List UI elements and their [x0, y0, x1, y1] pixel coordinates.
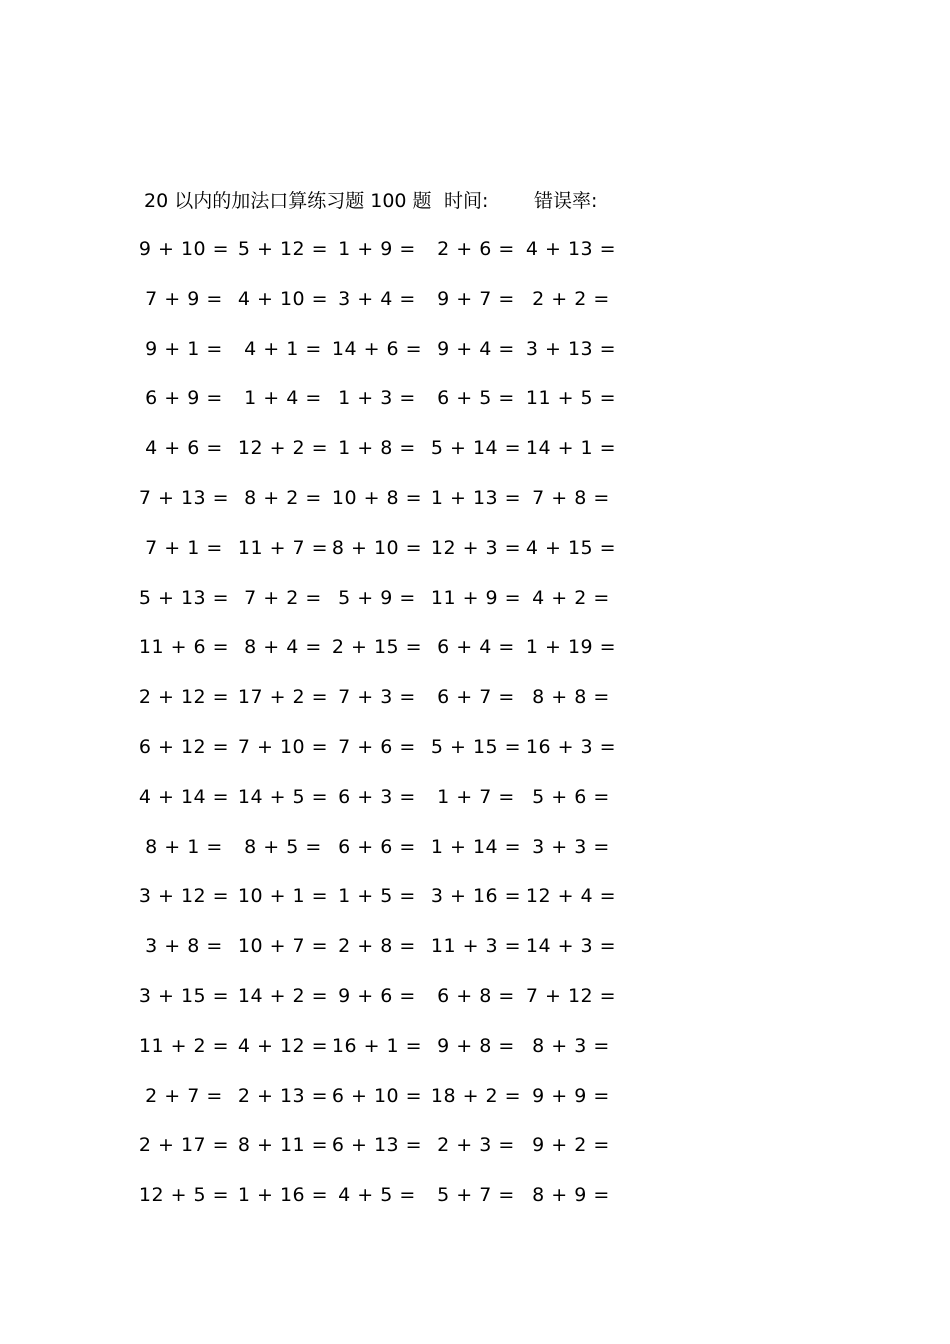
- arithmetic-problem: 6 + 10 =: [331, 1084, 423, 1107]
- arithmetic-problem: 9 + 6 =: [338, 985, 416, 1007]
- arithmetic-problem: 1 + 5 =: [338, 885, 416, 908]
- arithmetic-problem: 4 + 13 =: [525, 238, 617, 260]
- arithmetic-problem: 9 + 4 =: [437, 337, 515, 360]
- arithmetic-problem: 6 + 12 =: [138, 736, 230, 758]
- arithmetic-problem: 5 + 12 =: [237, 238, 329, 260]
- arithmetic-problem: 8 + 1 =: [145, 835, 223, 858]
- arithmetic-problem: 5 + 7 =: [437, 1184, 515, 1207]
- arithmetic-problem: 11 + 6 =: [138, 636, 230, 659]
- arithmetic-problem: 2 + 13 =: [237, 1084, 329, 1107]
- arithmetic-problem: 14 + 6 =: [331, 337, 423, 360]
- arithmetic-problem: 11 + 9 =: [430, 586, 522, 609]
- arithmetic-problem: 4 + 10 =: [237, 287, 329, 310]
- arithmetic-problem: 2 + 2 =: [532, 287, 610, 310]
- arithmetic-problem: 6 + 9 =: [145, 387, 223, 410]
- arithmetic-problem: 7 + 9 =: [145, 287, 223, 310]
- arithmetic-problem: 8 + 11 =: [237, 1134, 329, 1157]
- arithmetic-problem: 7 + 8 =: [532, 487, 610, 509]
- arithmetic-problem: 7 + 2 =: [244, 586, 322, 609]
- arithmetic-problem: 14 + 2 =: [237, 985, 329, 1007]
- arithmetic-problem: 12 + 3 =: [430, 536, 522, 559]
- arithmetic-problem: 14 + 5 =: [237, 785, 329, 808]
- arithmetic-problem: 4 + 2 =: [532, 586, 610, 609]
- arithmetic-problem: 4 + 5 =: [338, 1184, 416, 1207]
- arithmetic-problem: 6 + 4 =: [437, 636, 515, 659]
- arithmetic-problem: 6 + 8 =: [437, 985, 515, 1007]
- arithmetic-problem: 2 + 12 =: [138, 686, 230, 709]
- arithmetic-problem: 4 + 12 =: [237, 1034, 329, 1057]
- arithmetic-problem: 1 + 16 =: [237, 1184, 329, 1207]
- error-rate-label: 错误率:: [534, 190, 598, 212]
- arithmetic-problem: 1 + 9 =: [338, 238, 416, 260]
- arithmetic-problem: 3 + 15 =: [138, 985, 230, 1007]
- arithmetic-problem: 3 + 12 =: [138, 885, 230, 908]
- arithmetic-problem: 12 + 4 =: [525, 885, 617, 908]
- arithmetic-problem: 18 + 2 =: [430, 1084, 522, 1107]
- arithmetic-problem: 1 + 13 =: [430, 487, 522, 509]
- arithmetic-problem: 2 + 6 =: [437, 238, 515, 260]
- arithmetic-problem: 9 + 9 =: [532, 1084, 610, 1107]
- arithmetic-problem: 2 + 3 =: [437, 1134, 515, 1157]
- arithmetic-problem: 10 + 8 =: [331, 487, 423, 509]
- arithmetic-problem: 8 + 2 =: [244, 487, 322, 509]
- arithmetic-problem: 2 + 8 =: [338, 935, 416, 958]
- arithmetic-problem: 9 + 7 =: [437, 287, 515, 310]
- arithmetic-problem: 7 + 13 =: [138, 487, 230, 509]
- arithmetic-problem: 6 + 6 =: [338, 835, 416, 858]
- arithmetic-problem: 8 + 10 =: [331, 536, 423, 559]
- arithmetic-problem: 8 + 8 =: [532, 686, 610, 709]
- arithmetic-problem: 9 + 8 =: [437, 1034, 515, 1057]
- arithmetic-problem: 3 + 16 =: [430, 885, 522, 908]
- arithmetic-problem: 11 + 3 =: [430, 935, 522, 958]
- arithmetic-problem: 7 + 10 =: [237, 736, 329, 758]
- arithmetic-problem: 11 + 2 =: [138, 1034, 230, 1057]
- arithmetic-problem: 8 + 9 =: [532, 1184, 610, 1207]
- arithmetic-problem: 3 + 4 =: [338, 287, 416, 310]
- arithmetic-problem: 8 + 4 =: [244, 636, 322, 659]
- arithmetic-problem: 2 + 15 =: [331, 636, 423, 659]
- arithmetic-problem: 1 + 3 =: [338, 387, 416, 410]
- arithmetic-problem: 7 + 1 =: [145, 536, 223, 559]
- arithmetic-problem: 8 + 5 =: [244, 835, 322, 858]
- arithmetic-problem: 1 + 7 =: [437, 785, 515, 808]
- arithmetic-problem: 3 + 8 =: [145, 935, 223, 958]
- arithmetic-problem: 9 + 10 =: [138, 238, 230, 260]
- arithmetic-problem: 7 + 6 =: [338, 736, 416, 758]
- arithmetic-problem: 11 + 7 =: [237, 536, 329, 559]
- arithmetic-problem: 5 + 9 =: [338, 586, 416, 609]
- arithmetic-problem: 5 + 15 =: [430, 736, 522, 758]
- arithmetic-problem: 6 + 3 =: [338, 785, 416, 808]
- arithmetic-problem: 5 + 14 =: [430, 437, 522, 460]
- arithmetic-problem: 12 + 2 =: [237, 437, 329, 460]
- arithmetic-problem: 6 + 13 =: [331, 1134, 423, 1157]
- arithmetic-problem: 14 + 1 =: [525, 437, 617, 460]
- time-label: 时间:: [444, 190, 489, 212]
- arithmetic-problem: 4 + 1 =: [244, 337, 322, 360]
- arithmetic-problem: 9 + 2 =: [532, 1134, 610, 1157]
- worksheet-title: 20 以内的加法口算练习题 100 题: [144, 190, 432, 212]
- arithmetic-problem: 6 + 7 =: [437, 686, 515, 709]
- arithmetic-problem: 17 + 2 =: [237, 686, 329, 709]
- arithmetic-problem: 9 + 1 =: [145, 337, 223, 360]
- arithmetic-problem: 11 + 5 =: [525, 387, 617, 410]
- arithmetic-problem: 7 + 12 =: [525, 985, 617, 1007]
- arithmetic-problem: 10 + 1 =: [237, 885, 329, 908]
- arithmetic-problem: 1 + 19 =: [525, 636, 617, 659]
- arithmetic-problem: 16 + 3 =: [525, 736, 617, 758]
- arithmetic-problem: 1 + 8 =: [338, 437, 416, 460]
- arithmetic-problem: 5 + 6 =: [532, 785, 610, 808]
- arithmetic-problem: 12 + 5 =: [138, 1184, 230, 1207]
- arithmetic-problem: 1 + 4 =: [244, 387, 322, 410]
- arithmetic-problem: 4 + 15 =: [525, 536, 617, 559]
- arithmetic-problem: 3 + 13 =: [525, 337, 617, 360]
- arithmetic-problem: 14 + 3 =: [525, 935, 617, 958]
- arithmetic-problem: 7 + 3 =: [338, 686, 416, 709]
- arithmetic-problem: 6 + 5 =: [437, 387, 515, 410]
- arithmetic-problem: 3 + 3 =: [532, 835, 610, 858]
- arithmetic-problem: 4 + 6 =: [145, 437, 223, 460]
- arithmetic-problem: 2 + 17 =: [138, 1134, 230, 1157]
- arithmetic-problem: 5 + 13 =: [138, 586, 230, 609]
- arithmetic-problem: 4 + 14 =: [138, 785, 230, 808]
- arithmetic-problem: 8 + 3 =: [532, 1034, 610, 1057]
- arithmetic-problem: 10 + 7 =: [237, 935, 329, 958]
- arithmetic-problem: 1 + 14 =: [430, 835, 522, 858]
- arithmetic-problem: 2 + 7 =: [145, 1084, 223, 1107]
- arithmetic-problem: 16 + 1 =: [331, 1034, 423, 1057]
